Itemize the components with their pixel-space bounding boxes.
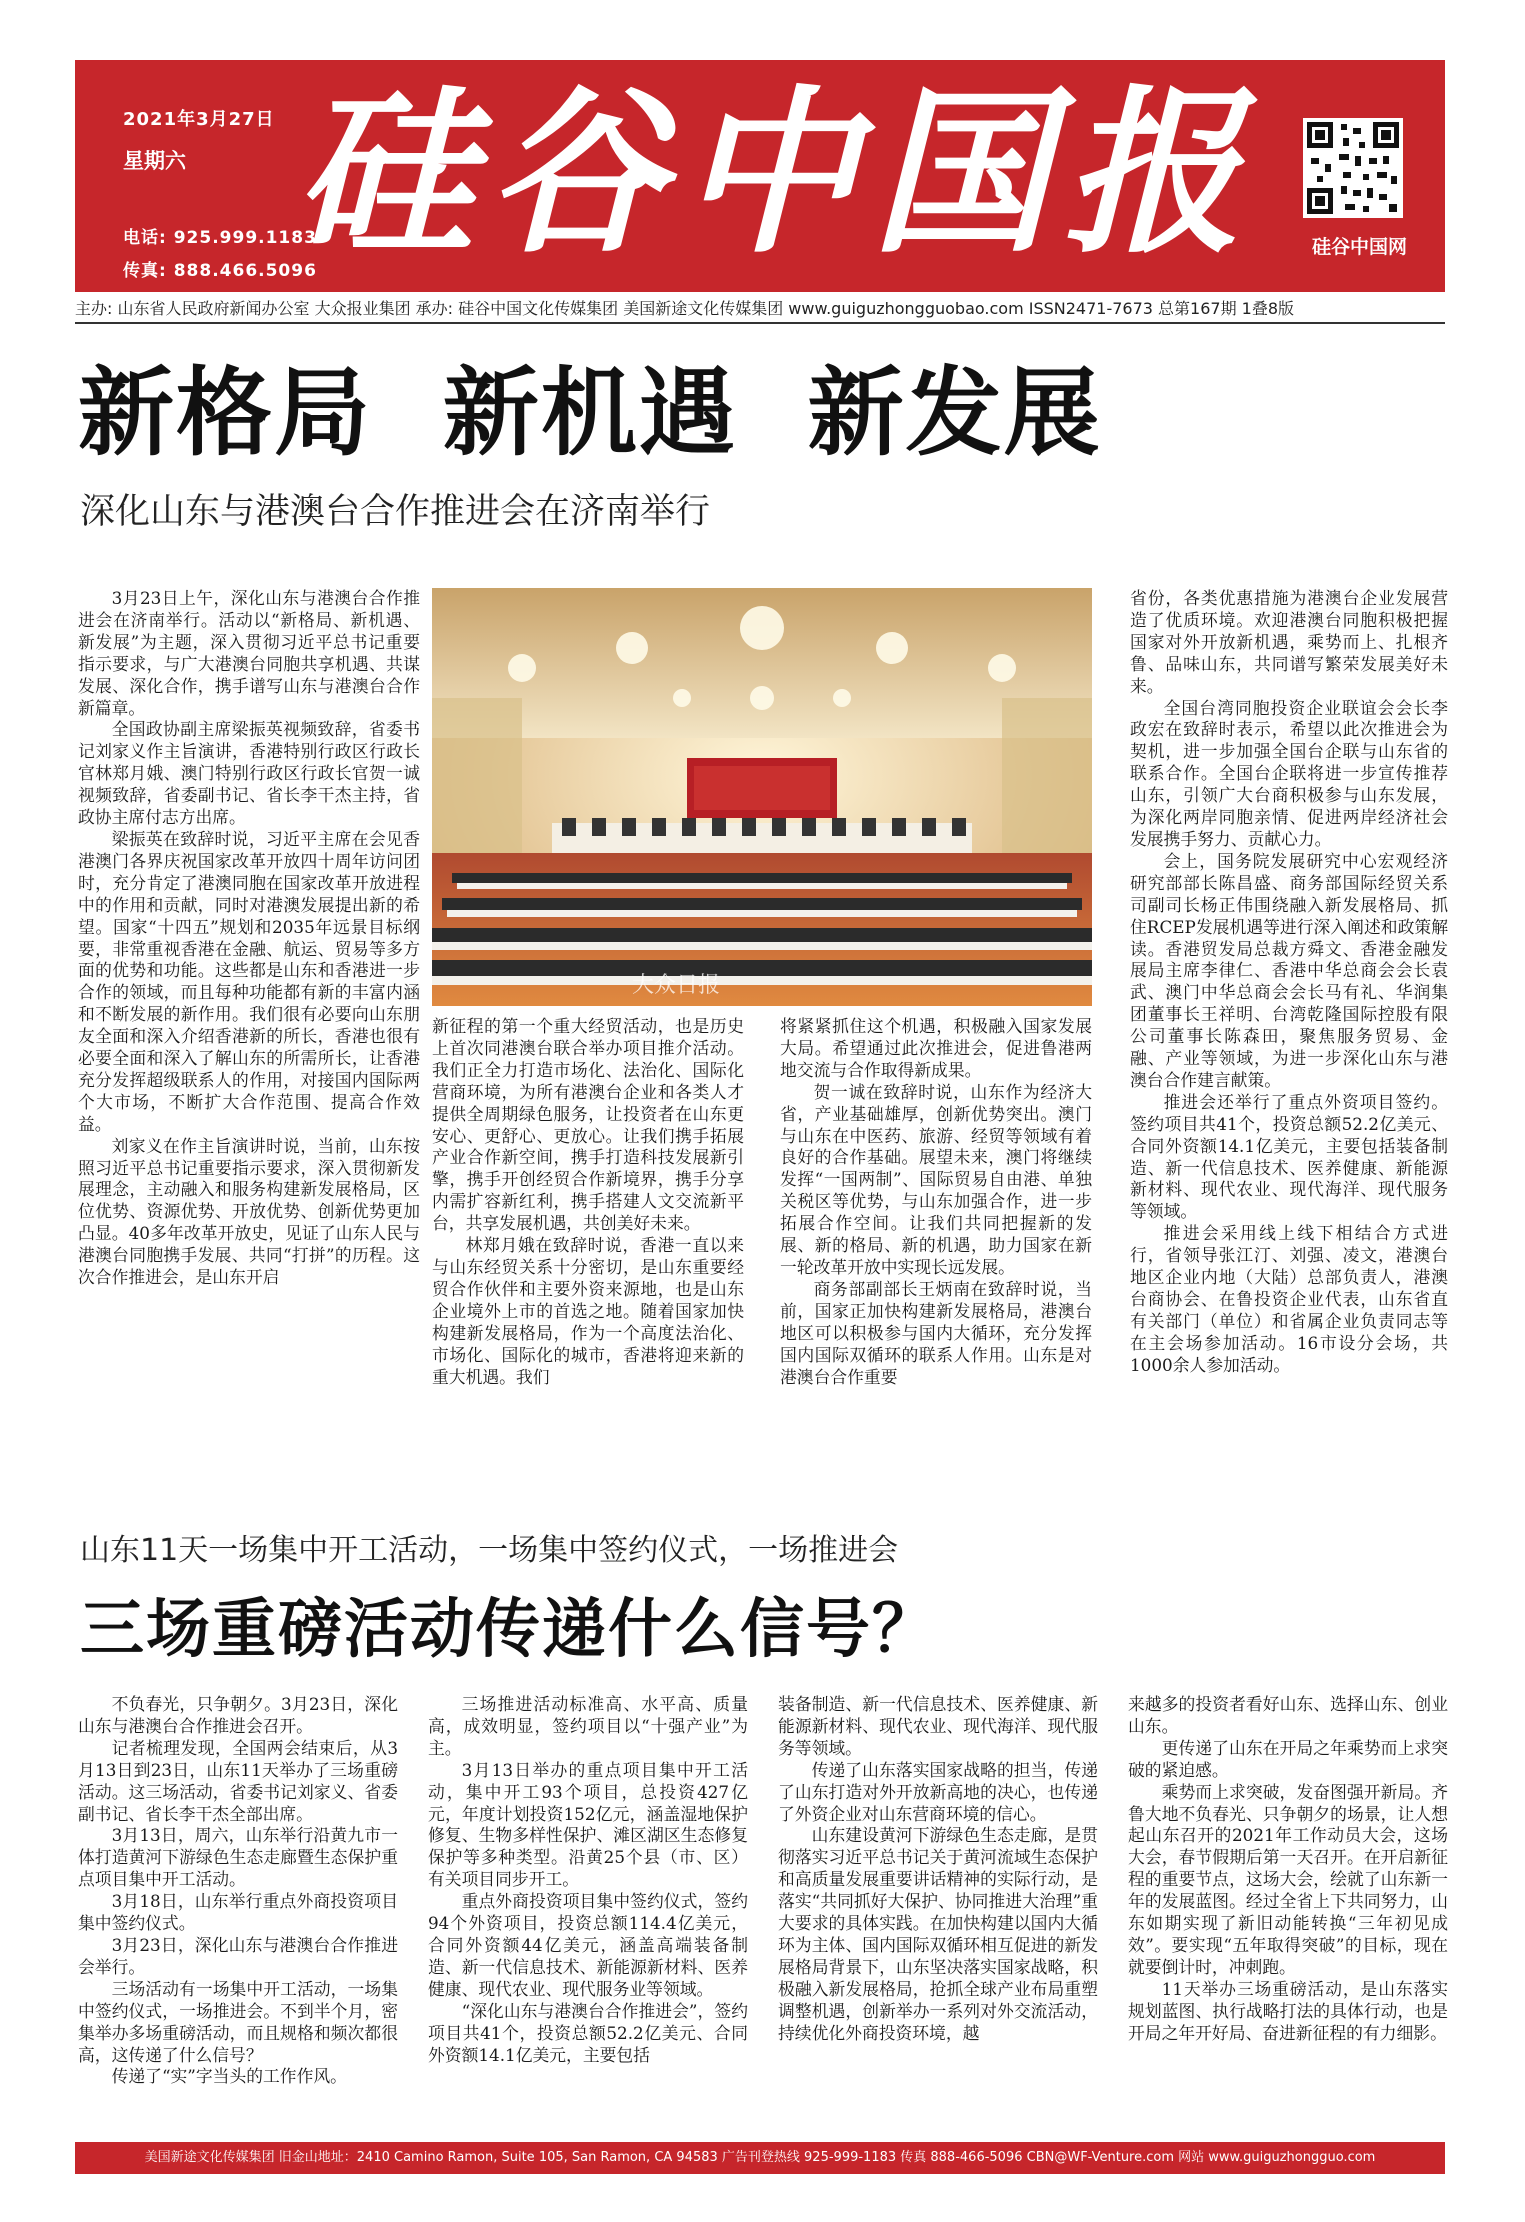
story2-column-1 (78, 1694, 398, 2130)
paragraph: 会上，国务院发展研究中心宏观经济研究部部长陈昌盛、商务部国际经贸关系司副司长杨正伟围绕融入新发展格局、抓住RCEP发展机遇等进行深入阐述和政策解读。香港贸发局总裁方舜文、香港金融发展局主席李律仁、香港中华总商会会长袁武、澳门中华总商会会长马有礼、华润集团董事长王祥明、台湾乾隆国际控股有限公司董事长陈森田，聚焦服务贸易、金融、产业等领域，为进一步深化山东与港澳台合作建言献策。 (1130, 850, 1448, 1090)
story2-column-2 (428, 1694, 748, 2130)
paragraph: 山东建设黄河下游绿色生态走廊，是贯彻落实习近平总书记关于黄河流域生态保护和高质量发展重要讲话精神的实际行动，是落实“共同抓好大保护、协同推进大治理”重大要求的具体实践。在加快构建以国内大循环为主体、国内国际双循环相互促进的新发展格局背景下，山东坚决落实国家战略，积极融入新发展格局，抢抓全球产业布局重塑调整机遇，创新举办一系列对外交流活动，持续优化外商投资环境，越 (778, 1825, 1098, 2043)
paragraph: 传递了山东落实国家战略的担当，传递了山东打造对外开放新高地的决心，也传递了外资企业对山东营商环境的信心。 (778, 1759, 1098, 1824)
paragraph: 3月13日，周六，山东举行沿黄九市一体打造黄河下游绿色生态走廊暨生态保护重点项目集中开工活动。 (78, 1825, 398, 1890)
paragraph: 刘家义在作主旨演讲时说，当前，山东按照习近平总书记重要指示要求，深入贯彻新发展理念，主动融入和服务构建新发展格局，区位优势、资源优势、开放优势、创新优势更加凸显。40多年改革开放史，见证了山东人民与港澳台同胞携手发展、共同“打拼”的历程。这次合作推进会，是山东开启 (78, 1135, 420, 1288)
paragraph: 3月23日，深化山东与港澳台合作推进会举行。 (78, 1934, 398, 1977)
paragraph: 全国政协副主席梁振英视频致辞，省委书记刘家义作主旨演讲，香港特别行政区行政长官林郑月娥、澳门特别行政区行政长官贺一诚视频致辞，省委副书记、省长李干杰主持，省政协主席付志方出席。 (78, 719, 420, 828)
paragraph: “深化山东与港澳台合作推进会”，签约项目共41个，投资总额52.2亿美元、合同外资额14.1亿美元，主要包括 (428, 2000, 748, 2065)
paragraph: 重点外商投资项目集中签约仪式，签约94个外资项目，投资总额114.4亿美元，合同外资额44亿美元，涵盖高端装备制造、新一代信息技术、新能源新材料、医养健康、现代农业、现代服务业等领域。 (428, 1891, 748, 1999)
paragraph: 更传递了山东在开局之年乘势而上求突破的紧迫感。 (1128, 1737, 1448, 1780)
paragraph: 来越多的投资者看好山东、选择山东、创业山东。 (1128, 1694, 1448, 1736)
paragraph: 梁振英在致辞时说，习近平主席在会见香港澳门各界庆祝国家改革开放四十周年访问团时，充分肯定了港澳同胞在国家改革开放进程中的作用和贡献，同时对港澳发展提出新的希望。国家“十四五”规划和2035年远景目标纲要，非常重视香港在金融、航运、贸易等多方面的优势和功能。这些都是山东和香港进一步合作的领域，而且每种功能都有新的丰富内涵和不断发展的新作用。我们很有必要向山东朋友全面和深入介绍香港新的所长，香港也很有必要全面和深入了解山东的所需所长，让香港充分发挥超级联系人的作用，对接国内国际两个大市场，不断扩大合作范围、提高合作效益。 (78, 828, 420, 1134)
qr-code-icon[interactable] (1303, 118, 1403, 218)
paragraph: 3月23日上午，深化山东与港澳台合作推进会在济南举行。活动以“新格局、新机遇、新发展”为主题，深入贯彻习近平总书记重要指示要求，与广大港澳台同胞共享机遇、共谋发展、深化合作，携手谱写山东与港澳台合作新篇章。 (78, 588, 420, 718)
paragraph: 商务部副部长王炳南在致辞时说，当前，国家正加快构建新发展格局，港澳台地区可以积极参与国内大循环，充分发挥国内国际双循环的联系人作用。山东是对港澳台合作重要 (780, 1278, 1092, 1387)
website-label: 硅谷中国网 (1311, 236, 1407, 258)
paragraph: 不负春光，只争朝夕。3月23日，深化山东与港澳台合作推进会召开。 (78, 1694, 398, 1736)
photo-watermark: 大众日报 (631, 973, 720, 998)
paragraph: 乘势而上求突破，发奋图强开新局。齐鲁大地不负春光、只争朝夕的场景，让人想起山东召开的2021年工作动员大会，这场大会，春节假期后第一天召开。在开启新征程的重要节点，这场大会，绘就了山东新一年的发展蓝图。经过全省上下共同努力，山东如期实现了新旧动能转换“三年初见成效”。要实现“五年取得突破”的目标，现在就要倒计时，冲刺跑。 (1128, 1781, 1448, 1977)
masthead-phone: 电话: 925.999.1183 (123, 228, 317, 248)
paragraph: 装备制造、新一代信息技术、医养健康、新能源新材料、现代农业、现代海洋、现代服务等领域。 (778, 1694, 1098, 1758)
story1-column-2 (432, 1016, 744, 1406)
story1-column-1 (78, 588, 420, 1406)
masthead-info (123, 105, 317, 281)
paragraph: 传递了“实”字当头的工作作风。 (111, 2066, 347, 2087)
main-subheadline: 深化山东与港澳台合作推进会在济南举行 (80, 492, 711, 532)
story1-column-3 (780, 1016, 1092, 1406)
story1-column-4 (1130, 588, 1448, 1406)
paragraph: 全国台湾同胞投资企业联谊会会长李政宏在致辞时表示，希望以此次推进会为契机，进一步加强全国台企联与山东省的联系合作。全国台企联将进一步宣传推荐山东，引领广大台商积极参与山东发展，为深化两岸同胞亲情、促进两岸经济社会发展携手努力、贡献心力。 (1130, 697, 1448, 849)
paragraph: 记者梳理发现，全国两会结束后，从3月13日到23日，山东11天举办了三场重磅活动。这三场活动，省委书记刘家义、省委副书记、省长李干杰全部出席。 (78, 1737, 398, 1824)
issue-date: 2021年3月27日 (123, 109, 275, 130)
issue-weekday: 星期六 (123, 149, 186, 173)
paragraph: 林郑月娥在致辞时说，香港一直以来与山东经贸关系十分密切，是山东重要经贸合作伙伴和主要外资来源地，也是山东企业境外上市的首选之地。随着国家加快构建新发展格局，作为一个高度法治化、市场化、国际化的城市，香港将迎来新的重大机遇。我们 (432, 1235, 744, 1387)
paragraph: 11天举办三场重磅活动，是山东落实规划蓝图、执行战略打法的具体行动，也是开局之年开好局、奋进新征程的有力细影。 (1128, 1978, 1448, 2043)
paragraph: 推进会采用线上线下相结合方式进行，省领导张江汀、刘强、凌文，港澳台地区企业内地（大陆）总部负责人，港澳台商协会、在鲁投资企业代表，山东省直有关部门（单位）和省属企业负责同志等在主会场参加活动。16市设分会场，共1000余人参加活动。 (1130, 1223, 1448, 1375)
publisher-info-strip: 主办: 山东省人民政府新闻办公室 大众报业集团 承办: 硅谷中国文化传媒集团 美国新途文化传媒集团 www.guiguzhongguobao.com ISSN2471-7673 总第167期 1叠8版 (75, 296, 1445, 324)
paragraph: 将紧紧抓住这个机遇，积极融入国家发展大局。希望通过此次推进会，促进鲁港两地交流与合作取得新成果。 (780, 1016, 1092, 1080)
story2-kicker: 山东11天一场集中开工活动，一场集中签约仪式，一场推进会 (80, 1533, 899, 1568)
paragraph: 推进会还举行了重点外资项目签约。签约项目共41个，投资总额52.2亿美元、合同外资额14.1亿美元，主要包括装备制造、新一代信息技术、医养健康、新能源新材料、现代农业、现代海洋、现代服务等领域。 (1130, 1091, 1448, 1222)
masthead (75, 60, 1445, 292)
paragraph: 贺一诚在致辞时说，山东作为经济大省，产业基础雄厚，创新优势突出。澳门与山东在中医药、旅游、经贸等领域有着良好的合作基础。展望未来，澳门将继续发挥“一国两制”、国际贸易自由港、单独关税区等优势，与山东加强合作，进一步拓展合作空间。让我们共同把握新的发展、新的格局、新的机遇，助力国家在新一轮改革开放中实现长远发展。 (780, 1081, 1092, 1277)
story2-headline: 三场重磅活动传递什么信号？ (80, 1593, 938, 1667)
main-headline: 新格局 新机遇 新发展 (78, 357, 1102, 469)
paragraph: 三场活动有一场集中开工活动，一场集中签约仪式，一场推进会。不到半个月，密集举办多场重磅活动，而且规格和频次都很高，这传递了什么信号？ (78, 1978, 398, 2065)
paragraph: 省份，各类优惠措施为港澳台企业发展营造了优质环境。欢迎港澳台同胞积极把握国家对外开放新机遇，乘势而上、扎根齐鲁、品味山东，共同谱写繁荣发展美好未来。 (1130, 588, 1448, 696)
footer-contact-bar: 美国新途文化传媒集团 旧金山地址：2410 Camino Ramon, Suite 105, San Ramon, CA 94583 广告刊登热线 925-999-1183 传真 888-466-5096 CBN@WF-Venture.com 网站 www.guiguzhongguo.com (75, 2142, 1445, 2174)
paragraph: 三场推进活动标准高、水平高、质量高，成效明显，签约项目以“十强产业”为主。 (428, 1694, 748, 1758)
story2-column-3 (778, 1694, 1098, 2130)
story2-column-4 (1128, 1694, 1448, 2130)
newspaper-title-logo: 硅谷中国报 (295, 68, 1255, 277)
paragraph: 新征程的第一个重大经贸活动，也是历史上首次同港澳台联合举办项目推介活动。我们正全力打造市场化、法治化、国际化营商环境，为所有港澳台企业和各类人才提供全周期绿色服务，让投资者在山东更安心、更舒心、更放心。让我们携手拓展产业合作新空间，携手打造科技发展新引擎，携手开创经贸合作新境界，携手分享内需扩容新红利，携手搭建人文交流新平台，共享发展机遇，共创美好未来。 (432, 1016, 744, 1234)
paragraph: 3月13日举办的重点项目集中开工活动，集中开工93个项目，总投资427亿元，年度计划投资152亿元，涵盖湿地保护修复、生物多样性保护、滩区湖区生态修复保护等多种类型。沿黄25个县（市、区）有关项目同步开工。 (428, 1759, 748, 1890)
conference-photo (432, 588, 1092, 1006)
masthead-fax: 传真: 888.466.5096 (123, 261, 317, 281)
paragraph: 3月18日，山东举行重点外商投资项目集中签约仪式。 (78, 1891, 398, 1934)
